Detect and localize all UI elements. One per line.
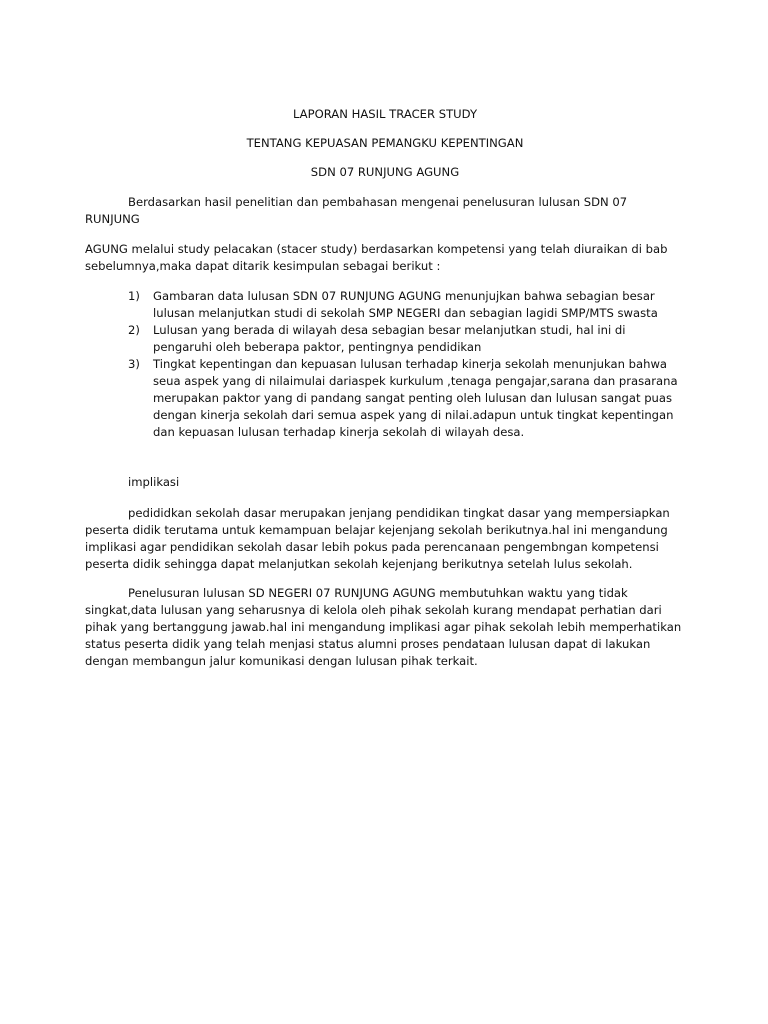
list-item-number: 3) <box>128 357 140 371</box>
document-subtitle: TENTANG KEPUASAN PEMANGKU KEPENTINGAN <box>246 136 524 150</box>
list-item-text: Tingkat kepentingan dan kepuasan lulusan terhadap kinerja sekolah menunjukan bahwa seua aspek yang di nilaimulai dariaspek kurkulum ,tenaga pengajar,sarana dan prasarana merupakan paktor yang di pandang sangat penting oleh lulusan dan lulusan sangat puas dengan kinerja sekolah dari semua aspek yang di nilai.adapun untuk tingkat kepentingan dan kepuasan lulusan terhadap kinerja sekolah di wilayah desa. <box>153 357 678 439</box>
list-item-text: Lulusan yang berada di wilayah desa sebagian besar melanjutkan studi, hal ini di pengaruhi oleh beberapa paktor, pentingnya pendidikan <box>153 323 626 354</box>
list-item <box>85 288 685 322</box>
implikasi-paragraph: pedididkan sekolah dasar merupakan jenjang pendidikan tingkat dasar yang mempersiapkan peserta didik terutama untuk kemampuan belajar kejenjang sekolah berikutnya.hal ini mengandung implikasi agar pendidikan sekolah dasar lebih pokus pada perencanaan pengembngan kompetensi peserta didik sehingga dapat melanjutkan sekolah kejenjang berikutnya setelah lulus sekolah. <box>85 506 670 571</box>
document-body <box>85 100 685 670</box>
list-item-number: 1) <box>128 289 140 303</box>
implikasi-paragraph: Penelusuran lulusan SD NEGERI 07 RUNJUNG AGUNG membutuhkan waktu yang tidak singkat,data lulusan yang seharusnya di kelola oleh pihak sekolah kurang mendapat perhatian dari pihak yang bertanggung jawab.hal ini mengandung implikasi agar pihak sekolah lebih memperhatikan status peserta didik yang telah menjasi status alumni proses pendataan lulusan dapat di lakukan dengan membangun jalur komunikasi dengan lulusan pihak terkait. <box>85 586 682 668</box>
conclusion-list <box>85 288 685 441</box>
section-title-implikasi: implikasi <box>128 475 180 489</box>
list-item-text: Gambaran data lulusan SDN 07 RUNJUNG AGUNG menunjujkan bahwa sebagian besar lulusan melanjutkan studi di sekolah SMP NEGERI dan sebagian lagidi SMP/MTS swasta <box>153 289 658 320</box>
intro-paragraph-continuation: AGUNG melalui study pelacakan (stacer study) berdasarkan kompetensi yang telah diuraikan di bab sebelumnya,maka dapat ditarik kesimpulan sebagai berikut : <box>85 242 668 273</box>
list-item <box>85 356 685 441</box>
intro-paragraph: Berdasarkan hasil penelitian dan pembahasan mengenai penelusuran lulusan SDN 07 RUNJUNG <box>85 195 628 226</box>
list-item <box>85 322 685 356</box>
list-item-number: 2) <box>128 323 140 337</box>
school-name: SDN 07 RUNJUNG AGUNG <box>310 165 460 179</box>
document-title: LAPORAN HASIL TRACER STUDY <box>292 107 478 121</box>
